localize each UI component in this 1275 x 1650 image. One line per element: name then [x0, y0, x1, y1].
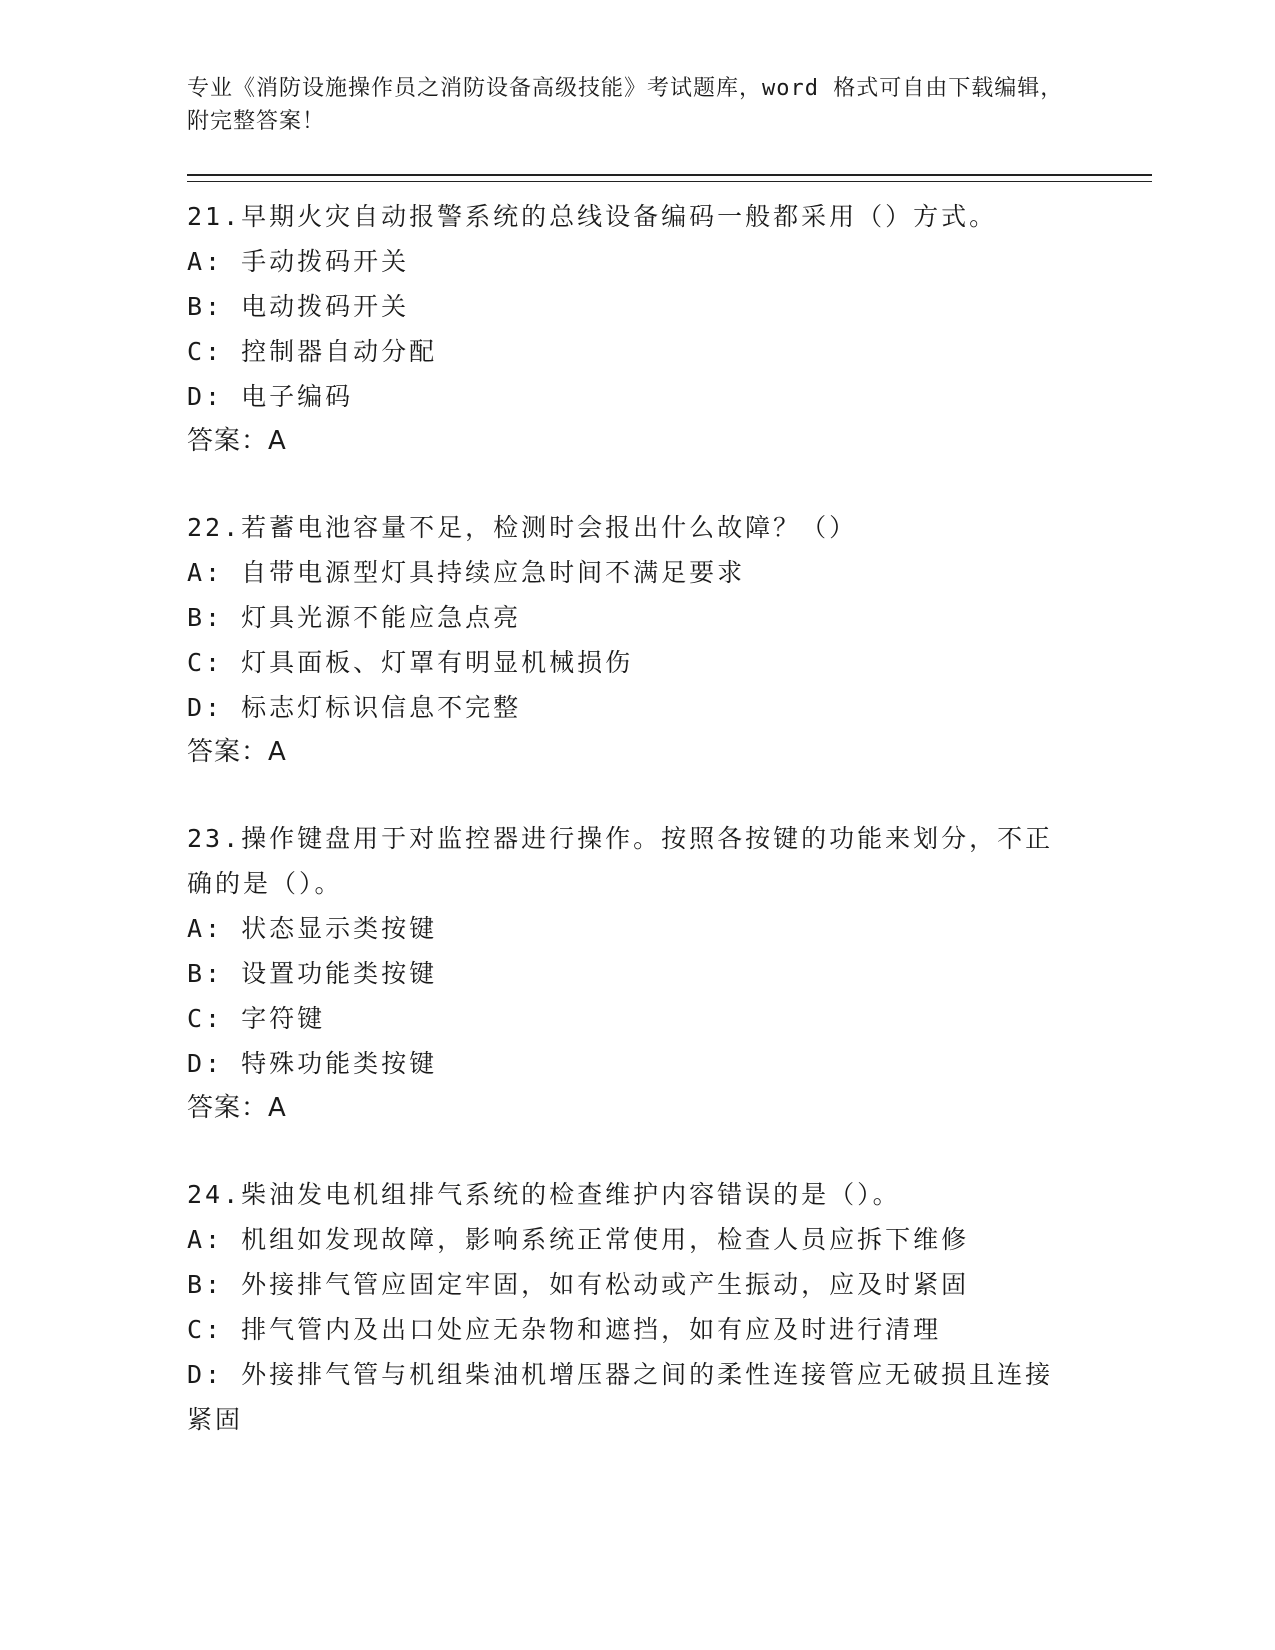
option-c: C: 字符键	[187, 1004, 326, 1033]
option-b: B: 外接排气管应固定牢固，如有松动或产生振动，应及时紧固	[187, 1270, 970, 1299]
answer-line: 答案：A	[187, 737, 287, 767]
question-21	[187, 194, 1147, 463]
option-a: A: 机组如发现故障，影响系统正常使用，检查人员应拆下维修	[187, 1225, 970, 1254]
option-d: D: 外接排气管与机组柴油机增压器之间的柔性连接管应无破损且连接紧固	[187, 1360, 1054, 1434]
option-a: A: 手动拨码开关	[187, 247, 410, 276]
option-a: A: 自带电源型灯具持续应急时间不满足要求	[187, 558, 746, 587]
document-page	[187, 72, 1147, 1442]
option-d: D: 标志灯标识信息不完整	[187, 693, 522, 722]
option-b: B: 电动拨码开关	[187, 292, 410, 321]
question-stem: 21.早期火灾自动报警系统的总线设备编码一般都采用（）方式。	[187, 202, 998, 231]
option-b: B: 设置功能类按键	[187, 959, 438, 988]
question-stem: 23.操作键盘用于对监控器进行操作。按照各按键的功能来划分，不正确的是（）。	[187, 824, 1054, 898]
option-c: C: 灯具面板、灯罩有明显机械损伤	[187, 648, 634, 677]
document-intro: 专业《消防设施操作员之消防设备高级技能》考试题库，word 格式可自由下载编辑，附完整答案！	[187, 76, 1064, 134]
header-divider	[187, 174, 1152, 182]
question-23	[187, 816, 1147, 1130]
option-c: C: 排气管内及出口处应无杂物和遮挡，如有应及时进行清理	[187, 1315, 942, 1344]
option-c: C: 控制器自动分配	[187, 337, 438, 366]
question-stem: 22.若蓄电池容量不足，检测时会报出什么故障？（）	[187, 513, 858, 542]
option-d: D: 特殊功能类按键	[187, 1049, 438, 1078]
answer-line: 答案：A	[187, 1093, 287, 1123]
option-a: A: 状态显示类按键	[187, 914, 438, 943]
question-stem: 24.柴油发电机组排气系统的检查维护内容错误的是（）。	[187, 1180, 901, 1209]
question-22	[187, 505, 1147, 774]
option-d: D: 电子编码	[187, 382, 354, 411]
answer-line: 答案：A	[187, 426, 287, 456]
option-b: B: 灯具光源不能应急点亮	[187, 603, 522, 632]
question-24	[187, 1172, 1147, 1442]
